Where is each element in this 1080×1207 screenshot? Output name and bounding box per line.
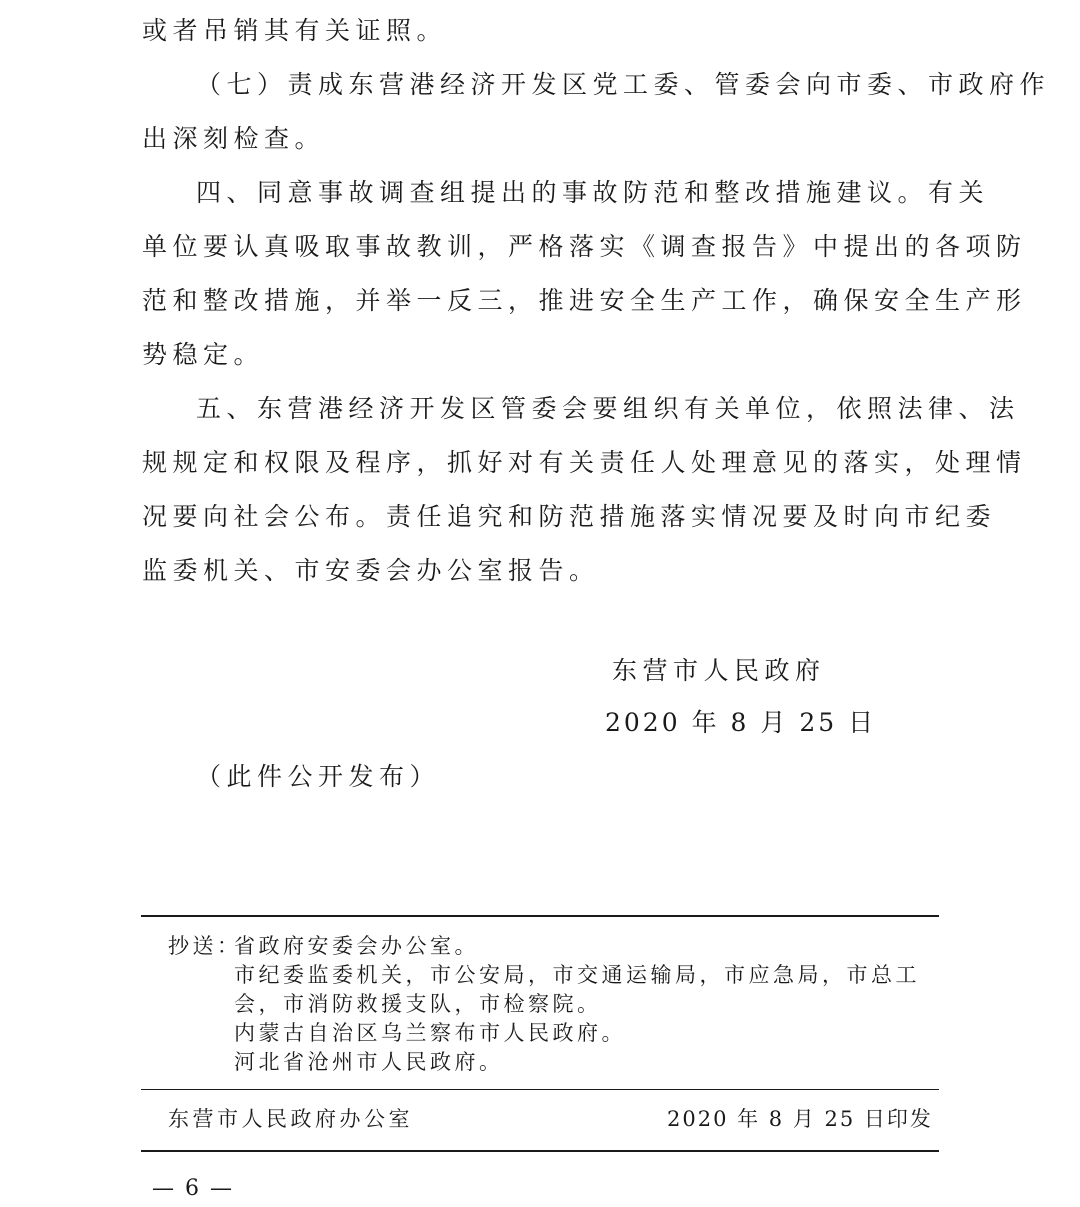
divider-bottom [141, 1150, 939, 1152]
cc-recipient-line: 省政府安委会办公室。 [234, 934, 479, 958]
signature-date: 2020 年 8 月 25 日 [605, 708, 877, 737]
divider-top [141, 915, 939, 917]
body-line: 五、东营港经济开发区管委会要组织有关单位，依照法律、法 [196, 394, 1020, 423]
cc-recipient-line: 市纪委监委机关，市公安局，市交通运输局，市应急局，市总工 [234, 963, 920, 987]
public-release-note: （此件公开发布） [196, 762, 441, 791]
issuing-office: 东营市人民政府办公室 [168, 1107, 413, 1131]
body-line: 况要向社会公布。责任追究和防范措施落实情况要及时向市纪委 [142, 502, 997, 531]
body-line: 四、同意事故调查组提出的事故防范和整改措施建议。有关 [196, 178, 990, 207]
page-number: — 6 — [152, 1176, 234, 1201]
body-line: 规规定和权限及程序，抓好对有关责任人处理意见的落实，处理情 [142, 448, 1027, 477]
cc-recipient-line: 内蒙古自治区乌兰察布市人民政府。 [234, 1021, 626, 1045]
body-line: 监委机关、市安委会办公室报告。 [142, 556, 600, 585]
cc-label: 抄送： [168, 934, 242, 958]
issue-date: 2020 年 8 月 25 日印发 [667, 1107, 933, 1131]
signature-org: 东营市人民政府 [612, 656, 826, 685]
body-line: 范和整改措施，并举一反三，推进安全生产工作，确保安全生产形 [142, 286, 1027, 315]
body-line: 单位要认真吸取事故教训，严格落实《调查报告》中提出的各项防 [142, 232, 1027, 261]
body-line: 出深刻检查。 [142, 124, 326, 153]
body-line: 势稳定。 [142, 340, 265, 369]
body-line: 或者吊销其有关证照。 [142, 16, 448, 45]
cc-recipient-line: 会，市消防救援支队，市检察院。 [234, 992, 602, 1016]
cc-recipient-line: 河北省沧州市人民政府。 [234, 1050, 504, 1074]
divider-middle [141, 1089, 939, 1090]
body-line: （七）责成东营港经济开发区党工委、管委会向市委、市政府作 [196, 70, 1051, 99]
